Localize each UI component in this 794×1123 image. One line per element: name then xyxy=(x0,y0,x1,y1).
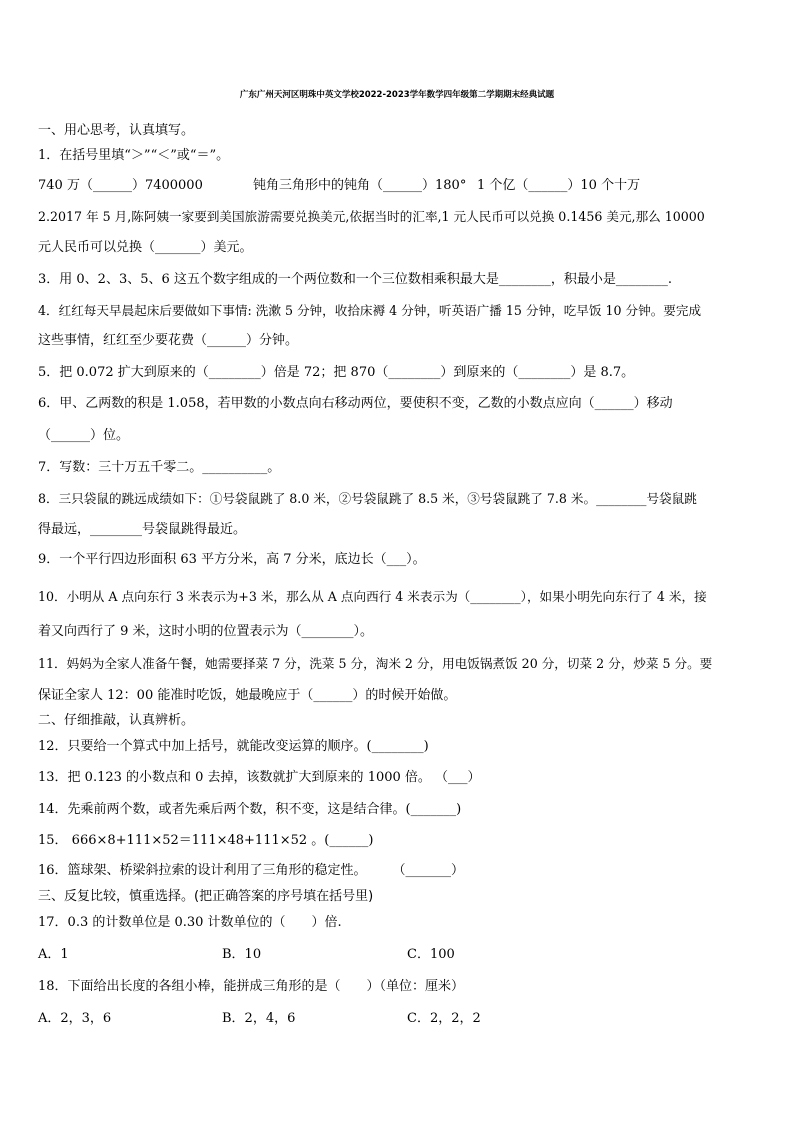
q1-stem: 1．在括号里填“＞”“＜”或“＝”。 xyxy=(38,148,230,163)
q6-line-1: 6．甲、乙两数的积是 1.058，若甲数的小数点向右移动两位，要使积不变，乙数的小数点应向（______）移动 xyxy=(38,396,673,411)
q18-option-b: B．2，4，6 xyxy=(222,1011,296,1026)
q6-line-2: （______）位。 xyxy=(38,428,130,443)
section-2-heading: 二、仔细推敲，认真辨析。 xyxy=(38,713,195,728)
q17-option-b: B．10 xyxy=(222,947,262,962)
q2-line-1: 2.2017 年 5 月,陈阿姨一家要到美国旅游需要兑换美元,依据当时的汇率,1 元人民币可以兑换 0.1456 美元,那么 10000 xyxy=(38,209,705,224)
exam-title: 广东广州天河区明珠中英文学校2022-2023学年数学四年级第二学期期末经典试题 xyxy=(239,90,555,100)
q8-line-1: 8．三只袋鼠的跳远成绩如下：①号袋鼠跳了 8.0 米，②号袋鼠跳了 8.5 米，③号袋鼠跳了 7.8 米。________号袋鼠跳 xyxy=(38,491,697,506)
q1-item-a: 740 万（______）7400000 xyxy=(38,178,203,193)
q4-line-2: 这些事情，红红至少要花费（______）分钟。 xyxy=(38,333,299,348)
q18-stem: 18．下面给出长度的各组小棒，能拼成三角形的是（ ）（单位：厘米） xyxy=(38,979,465,994)
q5: 5．把 0.072 扩大到原来的（________）倍是 72；把 870（________）到原来的（________）是 8.7。 xyxy=(38,365,635,380)
q12: 12．只要给一个算式中加上括号，就能改变运算的顺序。(________) xyxy=(38,739,429,754)
q11-line-1: 11．妈妈为全家人准备午餐，她需要择菜 7 分，洗菜 5 分，淘米 2 分，用电饭锅煮饭 20 分，切菜 2 分，炒菜 5 分。要 xyxy=(38,656,713,671)
q16: 16．篮球架、桥梁斜拉索的设计利用了三角形的稳定性。 （_______） xyxy=(38,863,465,878)
q1-item-c: 1 个亿（______）10 个十万 xyxy=(477,178,641,193)
q7: 7．写数：三十万五千零二。__________。 xyxy=(38,460,281,475)
q4-line-1: 4．红红每天早晨起床后要做如下事情: 洗漱 5 分钟，收拾床褥 4 分钟，听英语广播 15 分钟，吃早饭 10 分钟。要完成 xyxy=(38,303,702,318)
q9: 9．一个平行四边形面积 63 平方分米，高 7 分米，底边长（___）。 xyxy=(38,552,426,567)
q3: 3．用 0、2、3、5、6 这五个数字组成的一个两位数和一个三位数相乘积最大是________，积最小是________. xyxy=(38,272,673,287)
q15: 15． 666×8+111×52＝111×48+111×52 。(______) xyxy=(38,833,374,848)
q8-line-2: 得最远，________号袋鼠跳得最近。 xyxy=(38,522,247,537)
q2-line-2: 元人民币可以兑换（_______）美元。 xyxy=(38,240,253,255)
section-1-heading: 一、用心思考，认真填写。 xyxy=(38,123,195,138)
q13: 13．把 0.123 的小数点和 0 去掉，该数就扩大到原来的 1000 倍。 （___） xyxy=(38,770,481,785)
q14: 14．先乘前两个数，或者先乘后两个数，积不变，这是结合律。(_______) xyxy=(38,802,462,817)
q18-option-a: A．2，3，6 xyxy=(38,1011,112,1026)
q1-item-b: 钝角三角形中的钝角（______）180° xyxy=(253,178,467,193)
q11-line-2: 保证全家人 12：00 能准时吃饭，她最晚应于（______）的时候开始做。 xyxy=(38,688,457,703)
q17-stem: 17．0.3 的计数单位是 0.30 计数单位的（ ）倍. xyxy=(38,915,342,930)
q17-option-c: C．100 xyxy=(407,947,455,962)
q10-line-1: 10．小明从 A 点向东行 3 米表示为+3 米，那么从 A 点向西行 4 米表示为（________），如果小明先向东行了 4 米，接 xyxy=(38,589,707,604)
q10-line-2: 着又向西行了 9 米，这时小明的位置表示为（________）。 xyxy=(38,624,374,639)
q18-option-c: C．2，2，2 xyxy=(407,1011,481,1026)
section-3-heading: 三、反复比较，慎重选择。(把正确答案的序号填在括号里) xyxy=(38,889,374,904)
q17-option-a: A．1 xyxy=(38,947,69,962)
